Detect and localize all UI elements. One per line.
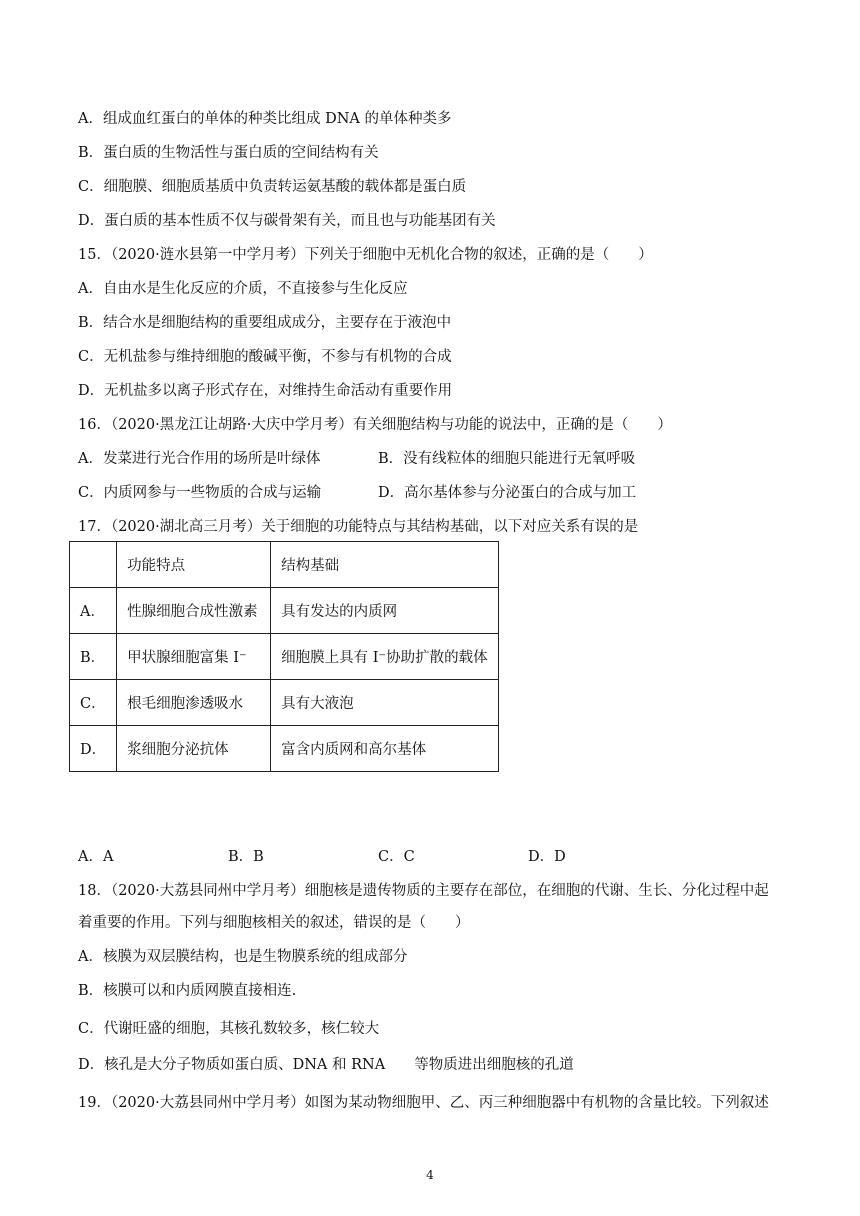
table-header-structure: 结构基础 xyxy=(271,542,499,588)
q16-option-a: A．发菜进行光合作用的场所是叶绿体 xyxy=(78,451,321,467)
q15-option-b: B．结合水是细胞结构的重要组成成分，主要存在于液泡中 xyxy=(78,315,452,331)
q18-option-b: B．核膜可以和内质网膜直接相连. xyxy=(78,983,297,999)
table-cell: 富含内质网和高尔基体 xyxy=(271,726,499,772)
q15-option-d: D．无机盐多以离子形式存在，对维持生命活动有重要作用 xyxy=(78,383,453,399)
page-number: 4 xyxy=(426,1168,434,1182)
table-header-row xyxy=(70,542,499,588)
table-row xyxy=(70,634,499,680)
q17-stem: 17．（2020·湖北高三月考）关于细胞的功能特点与其结构基础，以下对应关系有误的是 xyxy=(78,519,639,535)
table-cell xyxy=(70,542,117,588)
q18-stem-line1: 18．（2020·大荔县同州中学月考）细胞核是遗传物质的主要存在部位，在细胞的代谢、生长、分化过程中起 xyxy=(78,883,769,899)
table-cell: 根毛细胞渗透吸水 xyxy=(117,680,271,726)
q17-option-b: B．B xyxy=(228,849,264,865)
q18-option-d: D．核孔是大分子物质如蛋白质、DNA 和 RNA 等物质进出细胞核的孔道 xyxy=(78,1057,574,1073)
q17-option-a: A．A xyxy=(78,849,114,865)
q14-option-c: C．细胞膜、细胞质基质中负责转运氨基酸的载体都是蛋白质 xyxy=(78,179,467,195)
q15-stem: 15．（2020·涟水县第一中学月考）下列关于细胞中无机化合物的叙述，正确的是（ ） xyxy=(78,247,653,263)
table-cell: C． xyxy=(70,680,117,726)
table-cell: B． xyxy=(70,634,117,680)
q14-option-a: A．组成血红蛋白的单体的种类比组成 DNA 的单体种类多 xyxy=(78,111,452,127)
q15-option-c: C．无机盐参与维持细胞的酸碱平衡，不参与有机物的合成 xyxy=(78,349,452,365)
q16-option-b: B．没有线粒体的细胞只能进行无氧呼吸 xyxy=(378,451,636,467)
table-cell: 具有发达的内质网 xyxy=(271,588,499,634)
q14-option-b: B．蛋白质的生物活性与蛋白质的空间结构有关 xyxy=(78,145,379,161)
table-cell: 甲状腺细胞富集 I⁻ xyxy=(117,634,271,680)
q18-option-c: C．代谢旺盛的细胞，其核孔数较多，核仁较大 xyxy=(78,1021,380,1037)
q16-option-c: C．内质网参与一些物质的合成与运输 xyxy=(78,485,322,501)
table-cell: 具有大液泡 xyxy=(271,680,499,726)
q17-option-d: D．D xyxy=(528,849,566,865)
q15-option-a: A．自由水是生化反应的介质，不直接参与生化反应 xyxy=(78,281,408,297)
q17-option-c: C．C xyxy=(378,849,415,865)
q14-option-d: D．蛋白质的基本性质不仅与碳骨架有关，而且也与功能基团有关 xyxy=(78,213,496,229)
table-header-function: 功能特点 xyxy=(117,542,271,588)
table-cell: 性腺细胞合成性激素 xyxy=(117,588,271,634)
q16-option-d: D．高尔基体参与分泌蛋白的合成与加工 xyxy=(378,485,637,501)
q16-stem: 16．（2020·黑龙江让胡路·大庆中学月考）有关细胞结构与功能的说法中，正确的是（ ） xyxy=(78,417,672,433)
table-cell: 细胞膜上具有 I⁻协助扩散的载体 xyxy=(271,634,499,680)
q18-option-a: A．核膜为双层膜结构，也是生物膜系统的组成部分 xyxy=(78,949,408,965)
q19-stem-line1: 19．（2020·大荔县同州中学月考）如图为某动物细胞甲、乙、丙三种细胞器中有机物的含量比较。下列叙述 xyxy=(78,1095,769,1111)
q17-table xyxy=(69,541,499,772)
table-cell: 浆细胞分泌抗体 xyxy=(117,726,271,772)
table-cell: D． xyxy=(70,726,117,772)
q18-stem-line2: 着重要的作用。下列与细胞核相关的叙述，错误的是（ ） xyxy=(78,915,470,931)
table-row xyxy=(70,680,499,726)
table-row xyxy=(70,726,499,772)
table-row xyxy=(70,588,499,634)
table-cell: A． xyxy=(70,588,117,634)
